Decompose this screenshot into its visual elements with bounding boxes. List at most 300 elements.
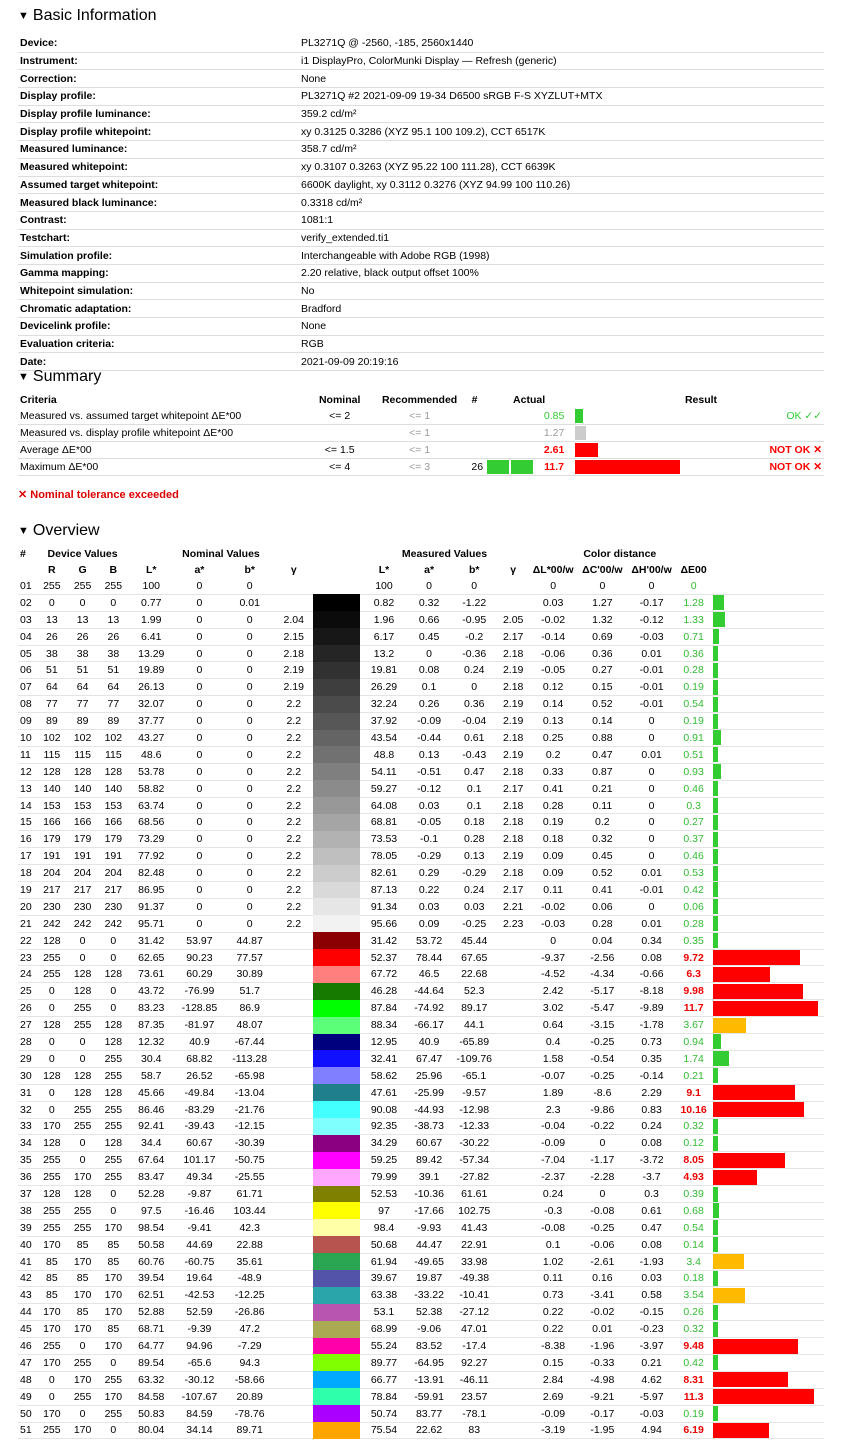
overview-cell: -12.33 — [451, 1118, 498, 1135]
overview-cell — [498, 1321, 529, 1338]
info-value: Bradford — [299, 300, 824, 318]
overview-cell: 66.77 — [360, 1371, 407, 1388]
overview-cell: 255 — [98, 1067, 129, 1084]
summary-header-result: Result — [684, 394, 718, 406]
delta-e-bar — [713, 730, 721, 745]
overview-cell: 2.04 — [274, 611, 313, 628]
overview-cell: -64.95 — [408, 1354, 451, 1371]
overview-cell: 58.62 — [360, 1067, 407, 1084]
color-swatch — [313, 662, 360, 679]
overview-cell: 0.66 — [408, 611, 451, 628]
overview-cell: 0.73 — [529, 1287, 578, 1304]
overview-cell: 87.13 — [360, 882, 407, 899]
overview-cell: 63.38 — [360, 1287, 407, 1304]
overview-cell — [274, 1050, 313, 1067]
color-swatch — [313, 1287, 360, 1304]
overview-row — [18, 1118, 824, 1135]
color-swatch — [313, 882, 360, 899]
overview-row — [18, 578, 824, 594]
overview-cell: -49.38 — [451, 1270, 498, 1287]
overview-cell: 83.52 — [408, 1338, 451, 1355]
overview-cell: 0.01 — [627, 645, 676, 662]
overview-cell: 52.28 — [129, 1186, 174, 1203]
summary-header-nominal: Nominal — [318, 394, 361, 406]
overview-cell: 0 — [225, 780, 274, 797]
overview-cell: -0.05 — [529, 662, 578, 679]
overview-cell: -0.25 — [451, 915, 498, 932]
overview-cell: 0 — [174, 578, 225, 594]
summary-result: OK ✓✓ — [719, 408, 824, 425]
overview-cell: 179 — [36, 831, 67, 848]
overview-cell: 170 — [36, 1321, 67, 1338]
overview-cell: 0.24 — [451, 662, 498, 679]
overview-cell: 0 — [225, 746, 274, 763]
overview-cell: 0 — [225, 915, 274, 932]
overview-cell: 0 — [627, 713, 676, 730]
overview-cell: 64 — [36, 679, 67, 696]
collapse-triangle-icon[interactable]: ▼ — [18, 525, 29, 537]
color-swatch — [313, 814, 360, 831]
overview-cell: 1.58 — [529, 1050, 578, 1067]
overview-cell — [498, 966, 529, 983]
delta-e-bar — [713, 1220, 718, 1235]
overview-cell: 0.36 — [578, 645, 627, 662]
overview-cell: -5.17 — [578, 983, 627, 1000]
delta-e-bar-cell — [711, 1084, 824, 1101]
overview-cell: 67.65 — [451, 949, 498, 966]
overview-cell: 2.3 — [529, 1101, 578, 1118]
color-swatch — [313, 983, 360, 1000]
overview-cell: 0 — [174, 831, 225, 848]
overview-cell — [274, 1236, 313, 1253]
overview-cell: -66.17 — [408, 1017, 451, 1034]
row-index: 41 — [18, 1253, 36, 1270]
overview-cell: 94.96 — [174, 1338, 225, 1355]
overview-cell: 0 — [225, 848, 274, 865]
overview-cell: -1.22 — [451, 594, 498, 611]
overview-cell: -3.7 — [627, 1169, 676, 1186]
overview-cell: 52.53 — [360, 1186, 407, 1203]
overview-cell — [274, 1101, 313, 1118]
overview-row — [18, 1202, 824, 1219]
overview-cell: 19.64 — [174, 1270, 225, 1287]
overview-cell: 0.12 — [529, 679, 578, 696]
overview-cell: 0.4 — [529, 1034, 578, 1051]
overview-cell: 128 — [36, 1135, 67, 1152]
overview-cell — [498, 1084, 529, 1101]
summary-count-bar — [511, 460, 533, 474]
summary-count-bar-cell — [485, 408, 535, 425]
delta-e-bar — [713, 629, 719, 644]
overview-cell: 242 — [67, 915, 98, 932]
overview-cell: 4.62 — [627, 1371, 676, 1388]
overview-cell: 0 — [225, 611, 274, 628]
overview-cell: 2.2 — [274, 780, 313, 797]
overview-cell — [274, 1338, 313, 1355]
overview-cell — [498, 1236, 529, 1253]
row-index: 16 — [18, 831, 36, 848]
row-index: 25 — [18, 983, 36, 1000]
overview-cell: -76.99 — [174, 983, 225, 1000]
overview-cell: 0 — [174, 679, 225, 696]
overview-cell: -0.25 — [578, 1067, 627, 1084]
overview-cell: -38.73 — [408, 1118, 451, 1135]
overview-cell: 2.17 — [498, 882, 529, 899]
overview-cell: 0.01 — [578, 1321, 627, 1338]
overview-cell: 0.18 — [529, 831, 578, 848]
info-label: Devicelink profile: — [18, 318, 299, 336]
overview-cell: 97 — [360, 1202, 407, 1219]
overview-cell: 0 — [225, 696, 274, 713]
delta-e-bar-cell — [711, 730, 824, 747]
overview-cell: 0 — [225, 679, 274, 696]
overview-cell: 64 — [98, 679, 129, 696]
overview-cell: 0 — [174, 814, 225, 831]
overview-section — [18, 520, 824, 1439]
overview-cell: 0 — [676, 578, 711, 594]
overview-cell: 0.1 — [529, 1236, 578, 1253]
overview-cell: 2.18 — [498, 814, 529, 831]
overview-cell: -30.22 — [451, 1135, 498, 1152]
overview-cell: 0.14 — [529, 696, 578, 713]
overview-cell: 153 — [36, 797, 67, 814]
delta-e-bar-cell — [711, 1321, 824, 1338]
row-index: 42 — [18, 1270, 36, 1287]
overview-cell: 0 — [225, 662, 274, 679]
overview-col-swatch — [313, 562, 360, 578]
summary-heading[interactable]: ▼ Summary — [18, 366, 824, 388]
overview-cell: 170 — [36, 1304, 67, 1321]
overview-cell: 0.24 — [627, 1118, 676, 1135]
overview-row — [18, 1405, 824, 1422]
overview-cell: 10.16 — [676, 1101, 711, 1118]
info-row — [18, 194, 824, 212]
overview-cell: 128 — [67, 983, 98, 1000]
overview-row — [18, 932, 824, 949]
overview-cell: 89 — [98, 713, 129, 730]
delta-e-bar — [713, 680, 718, 695]
overview-cell: 0 — [174, 730, 225, 747]
overview-cell: 101.17 — [174, 1152, 225, 1169]
overview-cell: 37.77 — [129, 713, 174, 730]
overview-cell: 85 — [98, 1253, 129, 1270]
overview-row — [18, 1152, 824, 1169]
overview-cell: -0.08 — [529, 1219, 578, 1236]
overview-cell: -0.15 — [627, 1304, 676, 1321]
info-row — [18, 105, 824, 123]
delta-e-bar-cell — [711, 797, 824, 814]
overview-cell: 92.27 — [451, 1354, 498, 1371]
overview-cell: -27.12 — [451, 1304, 498, 1321]
overview-cell: 0 — [627, 831, 676, 848]
overview-cell: 115 — [98, 746, 129, 763]
info-row — [18, 264, 824, 282]
overview-cell: 170 — [67, 1253, 98, 1270]
delta-e-bar-cell — [711, 578, 824, 594]
overview-cell: 255 — [98, 1405, 129, 1422]
info-row — [18, 141, 824, 159]
overview-cell: -57.34 — [451, 1152, 498, 1169]
info-value: 2.20 relative, black output offset 100% — [299, 264, 824, 282]
overview-cell: 44.87 — [225, 932, 274, 949]
overview-cell: 94.3 — [225, 1354, 274, 1371]
row-index: 19 — [18, 882, 36, 899]
overview-row — [18, 1338, 824, 1355]
delta-e-bar — [713, 646, 718, 661]
overview-cell: 38 — [36, 645, 67, 662]
overview-cell: 0 — [225, 865, 274, 882]
overview-cell: 2.2 — [274, 915, 313, 932]
overview-cell: 87.84 — [360, 1000, 407, 1017]
overview-cell: -65.1 — [451, 1067, 498, 1084]
overview-cell: 0.19 — [676, 1405, 711, 1422]
delta-e-bar-cell — [711, 966, 824, 983]
summary-result: NOT OK ✕ — [719, 442, 824, 459]
overview-cell: 33.98 — [451, 1253, 498, 1270]
overview-cell: -0.12 — [627, 611, 676, 628]
row-index: 35 — [18, 1152, 36, 1169]
overview-cell: 170 — [67, 1169, 98, 1186]
overview-cell: 0 — [451, 679, 498, 696]
overview-cell — [498, 1422, 529, 1439]
overview-cell: 79.99 — [360, 1169, 407, 1186]
overview-col-bar — [711, 562, 824, 578]
overview-cell: 0.41 — [578, 882, 627, 899]
overview-cell: 0.11 — [529, 1270, 578, 1287]
overview-cell: 128 — [67, 1067, 98, 1084]
overview-cell: 48.6 — [129, 746, 174, 763]
overview-cell — [498, 949, 529, 966]
overview-cell: -0.06 — [578, 1236, 627, 1253]
color-swatch — [313, 611, 360, 628]
overview-col-header: G — [78, 564, 87, 576]
overview-cell: 0.61 — [627, 1202, 676, 1219]
overview-cell: 0.82 — [360, 594, 407, 611]
color-swatch — [313, 1354, 360, 1371]
info-row — [18, 176, 824, 194]
overview-cell: 6.3 — [676, 966, 711, 983]
overview-cell: 0.34 — [627, 932, 676, 949]
summary-header-criteria: Criteria — [20, 394, 57, 406]
overview-cell: 0.51 — [676, 746, 711, 763]
collapse-triangle-icon[interactable]: ▼ — [18, 371, 29, 383]
overview-cell: 90.23 — [174, 949, 225, 966]
info-row — [18, 35, 824, 52]
delta-e-bar-cell — [711, 1034, 824, 1051]
overview-cell: 2.2 — [274, 882, 313, 899]
row-index: 12 — [18, 763, 36, 780]
color-swatch — [313, 696, 360, 713]
overview-cell: 0.35 — [627, 1050, 676, 1067]
collapse-triangle-icon[interactable]: ▼ — [18, 10, 29, 22]
overview-cell: 52.38 — [408, 1304, 451, 1321]
overview-cell: 0 — [174, 797, 225, 814]
overview-cell: -0.54 — [578, 1050, 627, 1067]
overview-cell: 0.3 — [627, 1186, 676, 1203]
overview-cell: 128 — [98, 1017, 129, 1034]
overview-cell: -8.18 — [627, 983, 676, 1000]
delta-e-bar — [713, 984, 803, 999]
overview-cell: 0 — [67, 594, 98, 611]
delta-e-bar-cell — [711, 814, 824, 831]
overview-cell: 115 — [67, 746, 98, 763]
info-label: Instrument: — [18, 52, 299, 70]
row-index: 50 — [18, 1405, 36, 1422]
basic-information-heading[interactable]: ▼ Basic Information — [18, 5, 824, 27]
delta-e-bar — [713, 1406, 718, 1421]
overview-cell: 2.2 — [274, 713, 313, 730]
overview-cell: -16.46 — [174, 1202, 225, 1219]
overview-row — [18, 1422, 824, 1439]
color-swatch — [313, 1135, 360, 1152]
overview-cell — [274, 1321, 313, 1338]
overview-cell: 170 — [98, 1388, 129, 1405]
delta-e-bar — [713, 1034, 721, 1049]
overview-cell: 0.01 — [627, 865, 676, 882]
overview-cell: 45.66 — [129, 1084, 174, 1101]
overview-cell: -5.47 — [578, 1000, 627, 1017]
overview-row — [18, 1371, 824, 1388]
delta-e-bar-cell — [711, 1253, 824, 1270]
overview-cell: 50.74 — [360, 1405, 407, 1422]
overview-cell: -3.19 — [529, 1422, 578, 1439]
overview-cell: 2.69 — [529, 1388, 578, 1405]
summary-recommended: <= 3 — [375, 459, 464, 476]
delta-e-bar — [713, 1085, 795, 1100]
overview-cell: 86.95 — [129, 882, 174, 899]
row-index: 03 — [18, 611, 36, 628]
overview-cell: 23.57 — [451, 1388, 498, 1405]
color-swatch — [313, 1253, 360, 1270]
overview-cell: 255 — [98, 578, 129, 594]
overview-cell: 3.54 — [676, 1287, 711, 1304]
overview-cell: 255 — [98, 1152, 129, 1169]
overview-cell: -0.09 — [408, 713, 451, 730]
overview-cell: 0 — [627, 814, 676, 831]
info-value: Interchangeable with Adobe RGB (1998) — [299, 247, 824, 265]
overview-cell: 49.34 — [174, 1169, 225, 1186]
overview-cell: -1.17 — [578, 1152, 627, 1169]
overview-row — [18, 1000, 824, 1017]
overview-cell: -9.86 — [578, 1101, 627, 1118]
overview-cell: 41.43 — [451, 1219, 498, 1236]
overview-cell: 46.28 — [360, 983, 407, 1000]
delta-e-bar-cell — [711, 662, 824, 679]
overview-cell: 0 — [627, 848, 676, 865]
summary-nominal: <= 1.5 — [304, 442, 375, 459]
overview-cell: 0.06 — [578, 898, 627, 915]
overview-cell: -44.64 — [408, 983, 451, 1000]
delta-e-bar — [713, 1288, 745, 1303]
overview-cell: 170 — [67, 1287, 98, 1304]
overview-cell: 0.03 — [451, 898, 498, 915]
overview-cell: 30.4 — [129, 1050, 174, 1067]
overview-cell: 44.69 — [174, 1236, 225, 1253]
color-swatch — [313, 898, 360, 915]
overview-cell: 255 — [36, 1422, 67, 1439]
overview-cell: 8.05 — [676, 1152, 711, 1169]
overview-cell: 0.68 — [676, 1202, 711, 1219]
overview-cell: 140 — [67, 780, 98, 797]
summary-header-actual: Actual — [513, 394, 546, 406]
overview-cell: 0.08 — [408, 662, 451, 679]
summary-header-count: # — [471, 394, 478, 406]
summary-nominal — [304, 425, 375, 442]
overview-cell — [274, 1405, 313, 1422]
overview-cell: 0 — [578, 1186, 627, 1203]
overview-heading[interactable]: ▼ Overview — [18, 520, 824, 542]
overview-cell: 0.01 — [627, 746, 676, 763]
overview-cell: 0 — [225, 645, 274, 662]
overview-header-color-distance: Color distance — [583, 548, 657, 560]
overview-cell: 2.05 — [498, 611, 529, 628]
overview-cell: 1.02 — [529, 1253, 578, 1270]
overview-cell: 0 — [225, 797, 274, 814]
overview-cell: -0.09 — [529, 1135, 578, 1152]
overview-cell — [274, 1118, 313, 1135]
overview-cell: -3.41 — [578, 1287, 627, 1304]
overview-cell: 2.18 — [498, 645, 529, 662]
overview-cell: 64.77 — [129, 1338, 174, 1355]
row-index: 17 — [18, 848, 36, 865]
overview-cell — [498, 1405, 529, 1422]
delta-e-bar — [713, 714, 718, 729]
overview-row — [18, 848, 824, 865]
overview-cell: 0.28 — [676, 915, 711, 932]
color-swatch — [313, 797, 360, 814]
row-index: 38 — [18, 1202, 36, 1219]
overview-cell: -0.66 — [627, 966, 676, 983]
overview-cell — [498, 932, 529, 949]
overview-cell: 13 — [36, 611, 67, 628]
overview-cell: -0.23 — [627, 1321, 676, 1338]
summary-count: 26 — [464, 459, 485, 476]
row-index: 13 — [18, 780, 36, 797]
overview-cell: 2.19 — [274, 679, 313, 696]
overview-cell: 0.13 — [408, 746, 451, 763]
overview-cell: 73.53 — [360, 831, 407, 848]
overview-cell: 77 — [67, 696, 98, 713]
overview-cell: 0.47 — [451, 763, 498, 780]
overview-cell: -9.39 — [174, 1321, 225, 1338]
row-index: 47 — [18, 1354, 36, 1371]
summary-count — [464, 408, 485, 425]
overview-cell: 0.32 — [578, 831, 627, 848]
overview-cell — [498, 1017, 529, 1034]
overview-cell: 0 — [98, 1186, 129, 1203]
delta-e-bar-cell — [711, 1304, 824, 1321]
color-swatch — [313, 1118, 360, 1135]
overview-cell: 77 — [98, 696, 129, 713]
overview-cell: 2.17 — [498, 628, 529, 645]
row-index: 05 — [18, 645, 36, 662]
overview-cell: 0.18 — [676, 1270, 711, 1287]
info-label: Simulation profile: — [18, 247, 299, 265]
overview-cell: -9.06 — [408, 1321, 451, 1338]
overview-cell: 255 — [67, 578, 98, 594]
row-index: 46 — [18, 1338, 36, 1355]
overview-cell: 0 — [98, 949, 129, 966]
overview-cell: 0 — [98, 594, 129, 611]
overview-cell: 102 — [98, 730, 129, 747]
overview-cell — [498, 1169, 529, 1186]
delta-e-bar — [713, 595, 724, 610]
overview-cell: 39.54 — [129, 1270, 174, 1287]
overview-cell: 50.68 — [360, 1236, 407, 1253]
delta-e-bar — [713, 798, 718, 813]
overview-cell: -65.98 — [225, 1067, 274, 1084]
summary-actual: 1.27 — [535, 425, 573, 442]
